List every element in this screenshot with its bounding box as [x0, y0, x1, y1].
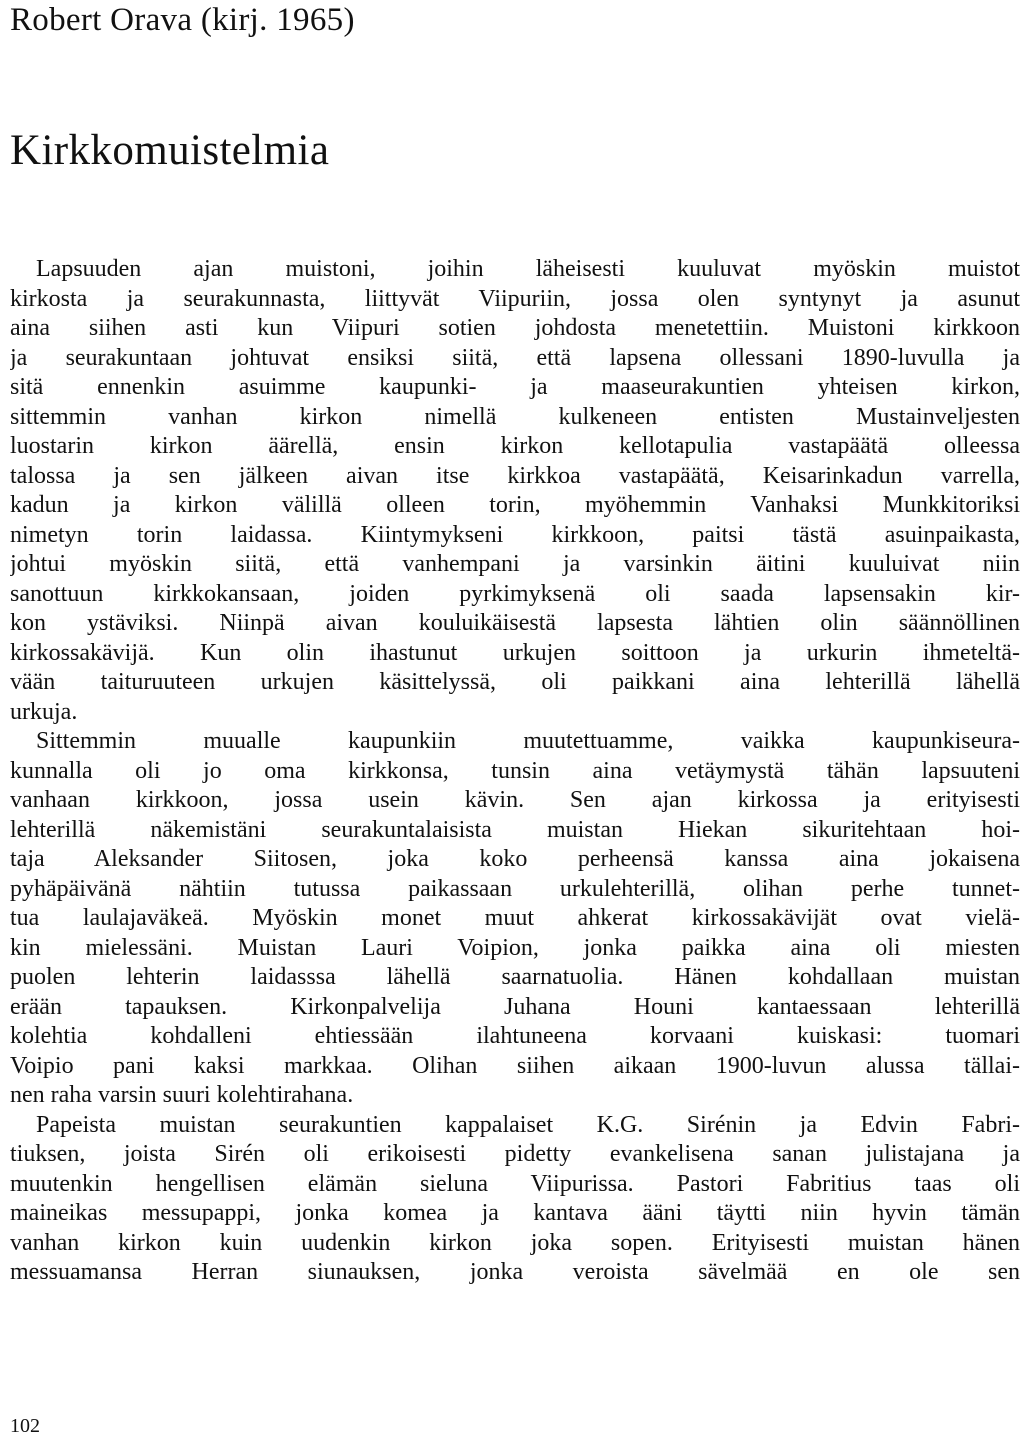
text-line: vään taituruuteen urkujen käsittelyssä, oli paikkani aina lehterillä lähellä	[10, 669, 1020, 695]
page-title: Kirkkomuistelmia	[10, 127, 330, 174]
text-line: Lapsuuden ajan muistoni, joihin läheisesti kuuluvat myöskin muistot	[36, 256, 1020, 282]
text-line: ja seurakuntaan johtuvat ensiksi siitä, että lapsena ollessani 1890-luvulla ja	[10, 344, 1020, 371]
text-line: sanottuun kirkkokansaan, joiden pyrkimyksenä oli saada lapsensakin kir-	[10, 580, 1020, 607]
text-line: maineikas messupappi, jonka komea ja kantava ääni täytti niin hyvin tämän	[10, 1200, 1020, 1226]
text-line: luostarin kirkon äärellä, ensin kirkon kellotapulia vastapäätä olleessa	[10, 433, 1020, 459]
text-line: kirkossakävijä. Kun olin ihastunut urkujen soittoon ja urkurin ihmeteltä-	[10, 639, 1020, 666]
text-line: erään tapauksen. Kirkonpalvelija Juhana Houni kantaessaan lehterillä	[10, 993, 1020, 1020]
text-line: kadun ja kirkon välillä olleen torin, myöhemmin Vanhaksi Munkkitoriksi	[10, 492, 1020, 518]
text-line: messuamansa Herran siunauksen, jonka veroista sävelmää en ole sen	[10, 1259, 1020, 1285]
text-line: vanhaan kirkkoon, jossa usein kävin. Sen ajan kirkossa ja erityisesti	[10, 787, 1020, 813]
text-line: taja Aleksander Siitosen, joka koko perheensä kanssa aina jokaisena	[10, 846, 1020, 872]
text-line: kirkosta ja seurakunnasta, liittyvät Viipuriin, jossa olen syntynyt ja asunut	[10, 285, 1020, 312]
text-line: sittemmin vanhan kirkon nimellä kulkeneen entisten Mustainveljesten	[10, 403, 1020, 430]
body-text	[10, 255, 1020, 1288]
text-line: urkuja.	[10, 698, 78, 725]
text-line: johtui myöskin siitä, että vanhempani ja varsinkin äitini kuuluivat niin	[10, 551, 1020, 577]
text-line: kolehtia kohdalleni ehtiessään ilahtuneena korvaani kuiskasi: tuomari	[10, 1023, 1020, 1049]
text-line: muutenkin hengellisen elämän sieluna Viipurissa. Pastori Fabritius taas oli	[10, 1170, 1020, 1197]
text-line: puolen lehterin laidasssa lähellä saarnatuolia. Hänen kohdallaan muistan	[10, 964, 1020, 990]
text-line: Papeista muistan seurakuntien kappalaiset K.G. Sirénin ja Edvin Fabri-	[36, 1111, 1020, 1138]
text-line: aina siihen asti kun Viipuri sotien johdosta menetettiin. Muistoni kirkkoon	[10, 315, 1020, 341]
text-line: kunnalla oli jo oma kirkkonsa, tunsin aina vetäymystä tähän lapsuuteni	[10, 757, 1020, 784]
text-line: talossa ja sen jälkeen aivan itse kirkkoa vastapäätä, Keisarinkadun varrella,	[10, 462, 1020, 489]
text-line: nen raha varsin suuri kolehtirahana.	[10, 1082, 354, 1108]
author-header: Robert Orava (kirj. 1965)	[10, 2, 355, 38]
text-line: vanhan kirkon kuin uudenkin kirkon joka sopen. Erityisesti muistan hänen	[10, 1229, 1020, 1256]
text-line: kin mielessäni. Muistan Lauri Voipion, jonka paikka aina oli miesten	[10, 934, 1020, 961]
text-line: pyhäpäivänä nähtiin tutussa paikassaan urkulehterillä, olihan perhe tunnet-	[10, 875, 1020, 902]
text-line: lehterillä näkemistäni seurakuntalaisista muistan Hiekan sikuritehtaan hoi-	[10, 816, 1020, 843]
text-line: Sittemmin muualle kaupunkiin muutettuamme, vaikka kaupunkiseura-	[36, 728, 1020, 754]
page-number: 102	[10, 1415, 40, 1437]
text-line: tiuksen, joista Sirén oli erikoisesti pidetty evankelisena sanan julistajana ja	[10, 1141, 1020, 1167]
text-line: nimetyn torin laidassa. Kiintymykseni kirkkoon, paitsi tästä asuinpaikasta,	[10, 521, 1020, 548]
text-line: tua laulajaväkeä. Myöskin monet muut ahkerat kirkossakävijät ovat vielä-	[10, 905, 1020, 931]
text-line: kon ystäviksi. Niinpä aivan kouluikäisestä lapsesta lähtien olin säännöllinen	[10, 610, 1020, 636]
text-line: sitä ennenkin asuimme kaupunki- ja maaseurakuntien yhteisen kirkon,	[10, 374, 1020, 400]
text-line: Voipio pani kaksi markkaa. Olihan siihen aikaan 1900-luvun alussa tällai-	[10, 1052, 1020, 1079]
